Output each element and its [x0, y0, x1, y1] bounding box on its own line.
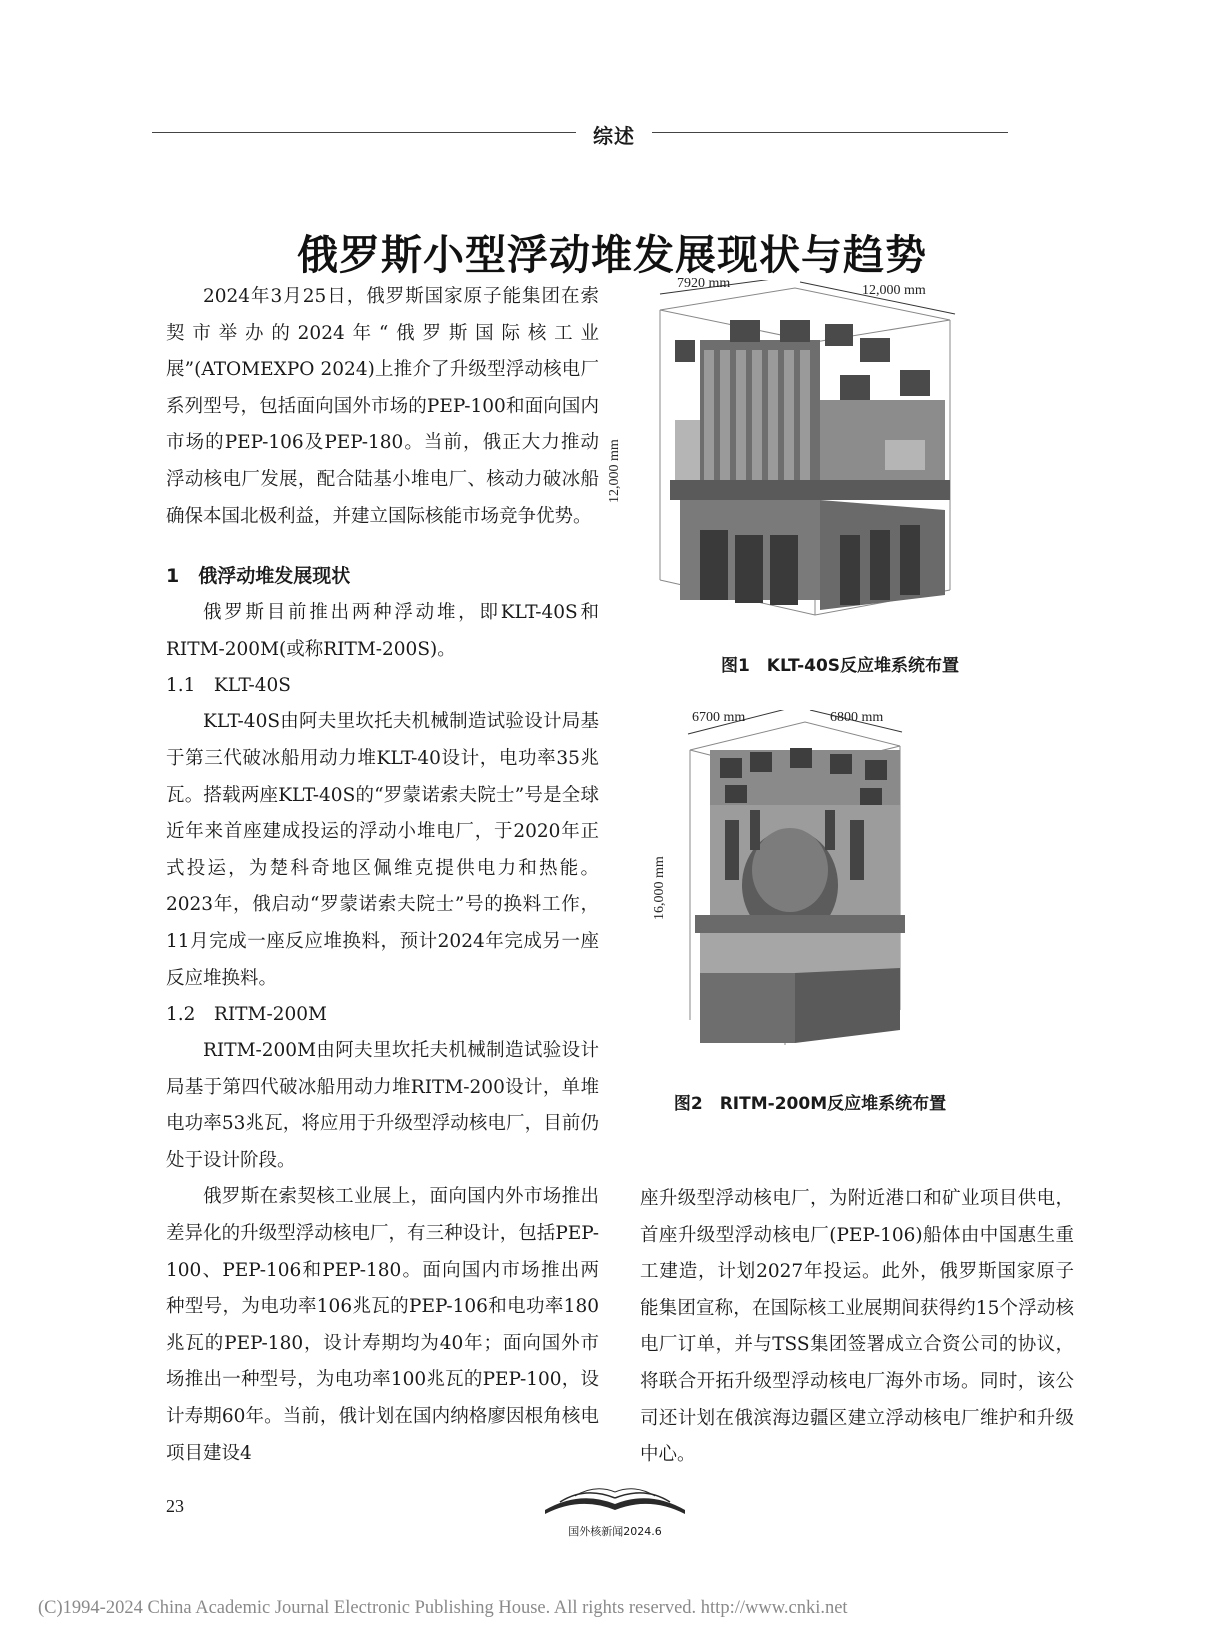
- subsection-1-1-text: KLT-40S由阿夫里坎托夫机械制造试验设计局基于第三代破冰船用动力堆KLT-40设计，电功率35兆瓦。搭载两座KLT-40S的“罗蒙诺索夫院士”号是全球近年来首座建成投运的浮动小堆电厂，于2020年正式投运，为楚科奇地区佩维克提供电力和热能。2023年，俄启动“罗蒙诺索夫院士”号的换料工作，11月完成一座反应堆换料，预计2024年完成另一座反应堆换料。: [166, 711, 599, 989]
- section-label: 综述: [593, 124, 635, 148]
- reactor-drawing-1: [640, 280, 1040, 660]
- fig2-depth-dimension: 6800 mm: [830, 710, 884, 725]
- page-number: 23: [166, 1496, 184, 1516]
- figure-1-caption: 图1 KLT-40S反应堆系统布置: [720, 656, 960, 676]
- reactor-drawing-2: [680, 710, 1010, 1060]
- fig1-height-dimension: 12,000 mm: [607, 439, 622, 503]
- article-title: 俄罗斯小型浮动堆发展现状与趋势: [297, 231, 927, 279]
- subsection-heading-1-2: 1.2 RITM-200M: [166, 1004, 327, 1026]
- right-column: [640, 1181, 1074, 1474]
- subsection-1-2-text: RITM-200M由阿夫里坎托夫机械制造试验设计局基于第四代破冰船用动力堆RITM-200设计，单堆电功率53兆瓦，将应用于升级型浮动核电厂，目前仍处于设计阶段。: [166, 1040, 599, 1171]
- fig1-depth-dimension: 12,000 mm: [862, 283, 926, 298]
- section-heading-1: 1 俄浮动堆发展现状: [166, 565, 351, 588]
- figure-2-ritm200m-layout: [652, 710, 1010, 1060]
- right-paragraph: 座升级型浮动核电厂，为附近港口和矿业项目供电，首座升级型浮动核电厂(PEP-106)船体由中国惠生重工建造，计划2027年投运。此外，俄罗斯国家原子能集团宣称，在国际核工业展期间获得约15个浮动核电厂订单，并与TSS集团签署成立合资公司的协议，将联合开拓升级型浮动核电厂海外市场。同时，该公司还计划在俄滨海边疆区建立浮动核电厂维护和升级中心。: [640, 1188, 1074, 1466]
- figure-2-caption: 图2 RITM-200M反应堆系统布置: [673, 1094, 947, 1114]
- fig2-height-dimension: 16,000 mm: [652, 856, 667, 920]
- intro-paragraph: 2024年3月25日，俄罗斯国家原子能集团在索契市举办的2024年“俄罗斯国际核工业展”(ATOMEXPO 2024)上推介了升级型浮动核电厂系列型号，包括面向国外市场的PEP-100和面向国内市场的PEP-106及PEP-180。当前，俄正大力推动浮动核电厂发展，配合陆基小堆电厂、核动力破冰船确保本国北极利益，并建立国际核能市场竞争优势。: [166, 286, 599, 527]
- copyright-notice: (C)1994-2024 China Academic Journal Electronic Publishing House. All rights reserved. http://www.cnki.net: [38, 1598, 848, 1618]
- pep-paragraph: 俄罗斯在索契核工业展上，面向国内外市场推出差异化的升级型浮动核电厂，有三种设计，包括PEP-100、PEP-106和PEP-180。面向国内市场推出两种型号，为电功率106兆瓦的PEP-106和电功率180兆瓦的PEP-180，设计寿期均为40年；面向国外市场推出一种型号，为电功率100兆瓦的PEP-100，设计寿期60年。当前，俄计划在国内纳格廖因根角核电项目建设4: [166, 1186, 599, 1464]
- header-rule-right: [652, 132, 1008, 133]
- section-1-text: 俄罗斯目前推出两种浮动堆，即KLT-40S和RITM-200M(或称RITM-200S)。: [166, 602, 599, 660]
- subsection-heading-1-1: 1.1 KLT-40S: [166, 675, 291, 697]
- journal-name: 国外核新闻2024.6: [568, 1525, 662, 1538]
- header-rule-left: [152, 132, 576, 133]
- figure-1-klt40s-layout: [607, 276, 1040, 660]
- fig1-width-dimension: 7920 mm: [677, 276, 731, 291]
- open-book-logo-icon: [540, 1480, 690, 1520]
- fig2-width-dimension: 6700 mm: [692, 710, 746, 725]
- left-column: [166, 279, 599, 1472]
